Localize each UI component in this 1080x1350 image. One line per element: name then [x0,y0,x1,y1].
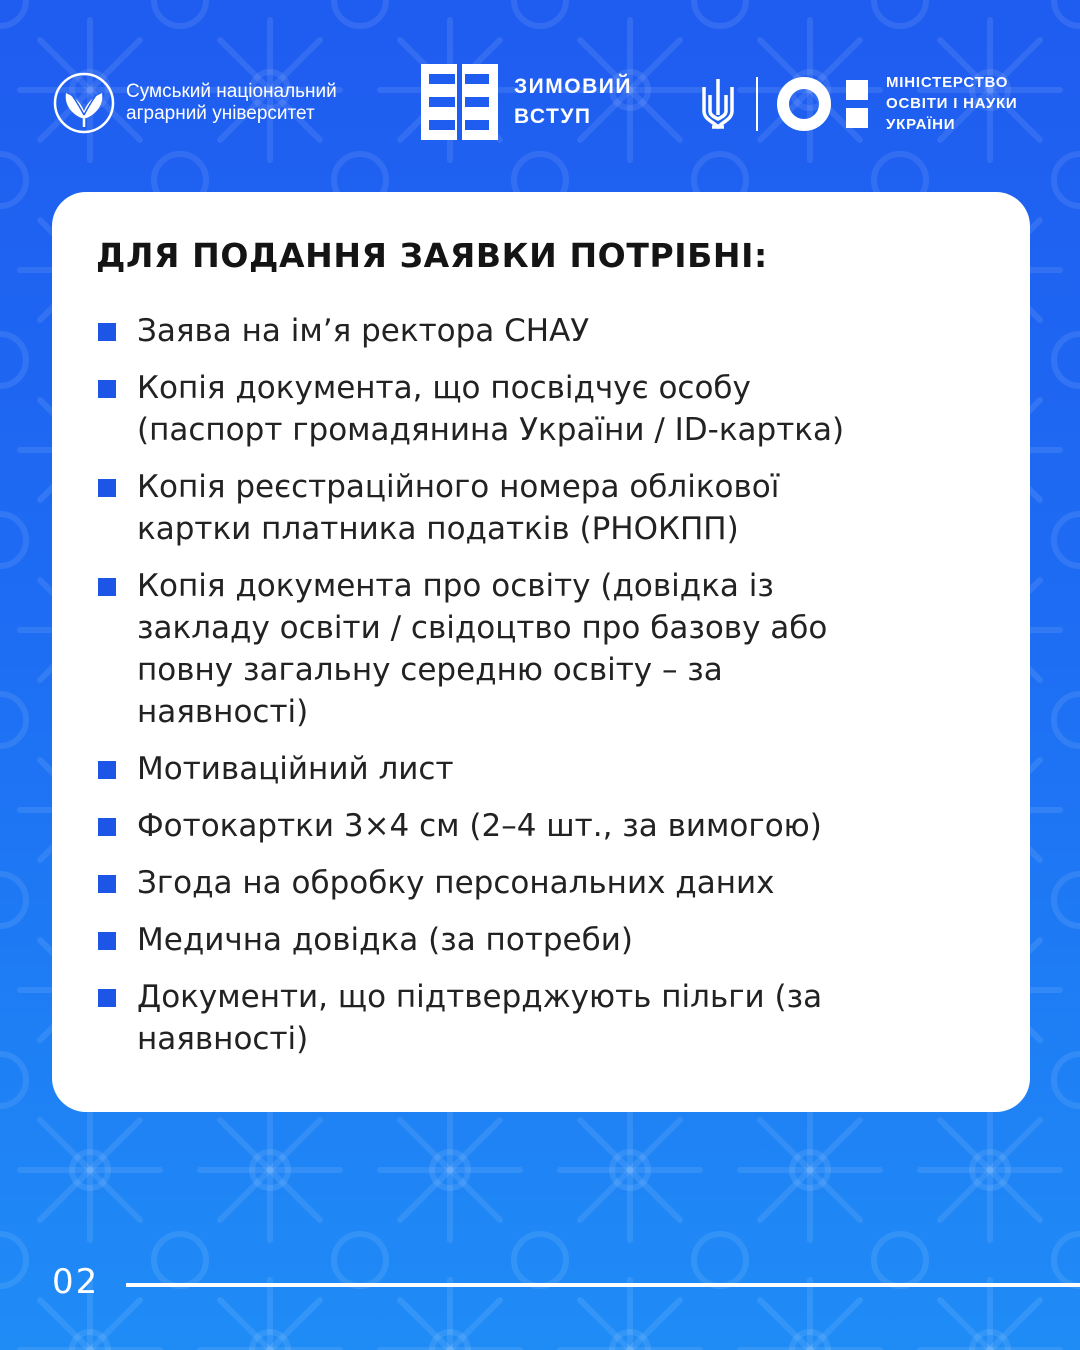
ministry-name [886,72,1018,135]
bullet-square-icon [98,989,116,1007]
university-name-line1: Сумський національний [126,81,337,102]
ministry-name-line3: УКРАЇНИ [886,116,956,133]
university-brand [52,72,337,134]
page-number: 02 [52,1262,100,1302]
list-item [96,919,996,961]
bullet-square-icon [98,761,116,779]
list-item [96,748,996,790]
card-title: ДЛЯ ПОДАННЯ ЗАЯВКИ ПОТРІБНІ: [96,236,768,275]
list-item [96,310,996,352]
list-item [96,976,996,1060]
list-item-text-line: (паспорт громадянина України / ID-картка) [137,412,845,448]
header [0,0,1080,190]
bullet-square-icon [98,323,116,341]
list-item-text-line: картки платника податків (РНОКПП) [137,511,739,547]
list-item-text-line: Заява на ім’я ректора СНАУ [137,313,590,349]
winter-admission-brand [421,64,632,140]
university-name [126,81,337,125]
list-item [96,862,996,904]
list-item-text-line: повну загальну середню освіту – за [137,652,723,688]
requirements-list [96,310,996,1075]
list-item-text-line: Мотиваційний лист [137,751,454,787]
list-item [96,805,996,847]
bullet-square-icon [98,818,116,836]
list-item-text-line: Копія документа про освіту (довідка із [137,568,774,604]
bullet-square-icon [98,875,116,893]
list-item [96,565,996,733]
winter-admission-logo-icon [421,64,498,140]
list-item-text-line: наявності) [137,1021,309,1057]
ministry-logo-icon [776,76,872,132]
bullet-square-icon [98,578,116,596]
winter-admission-title [514,72,632,132]
list-item-text-line: Копія документа, що посвідчує особу [137,370,751,406]
bullet-square-icon [98,380,116,398]
university-name-line2: аграрний університет [126,103,315,124]
ministry-brand [698,72,1018,135]
list-item-text-line: Медична довідка (за потреби) [137,922,633,958]
bullet-square-icon [98,479,116,497]
list-item-text-line: Згода на обробку персональних даних [137,865,775,901]
list-item [96,466,996,550]
bullet-square-icon [98,932,116,950]
trident-icon [698,75,738,133]
ministry-name-line1: МІНІСТЕРСТВО [886,74,1009,91]
ministry-name-line2: ОСВІТИ І НАУКИ [886,95,1018,112]
requirements-card [52,192,1030,1112]
winter-admission-line1: ЗИМОВИЙ [514,75,632,98]
university-ginkgo-logo-icon [52,71,116,135]
winter-admission-line2: ВСТУП [514,105,592,128]
ministry-divider [756,77,758,131]
list-item-text-line: Копія реєстраційного номера облікової [137,469,780,505]
footer-line [126,1283,1080,1287]
list-item-text-line: наявності) [137,694,309,730]
list-item-text-line: Фотокартки 3×4 см (2–4 шт., за вимогою) [137,808,822,844]
list-item [96,367,996,451]
list-item-text-line: закладу освіти / свідоцтво про базову або [137,610,828,646]
list-item-text-line: Документи, що підтверджують пільги (за [137,979,823,1015]
